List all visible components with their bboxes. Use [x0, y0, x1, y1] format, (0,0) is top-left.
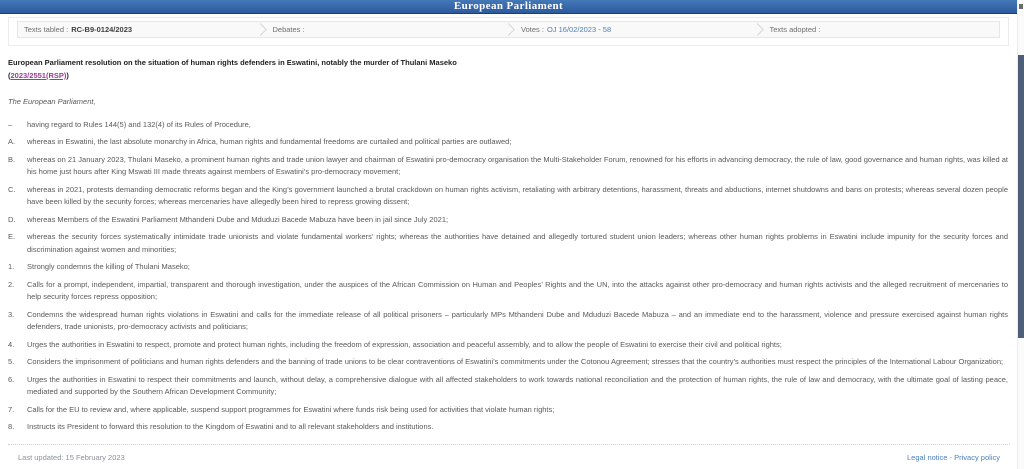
- procedure-reference-link[interactable]: 2023/2551(RSP): [10, 71, 67, 80]
- last-updated: Last updated: 15 February 2023: [18, 453, 125, 462]
- paragraph-text: Calls for a prompt, independent, impartial, transparent and thorough investigation, under the auspices of the African Commission on Human and Peoples’ Rights and the UN, into the attacks against other pro-democracy and human rights activists and the alleged recruitment of mercenaries to help security forces repress opposition;: [27, 279, 1008, 301]
- paragraph-marker: D.: [8, 214, 16, 224]
- resolution-paragraph: [8, 339, 1008, 352]
- scrollbar[interactable]: [1017, 0, 1024, 469]
- resolution-paragraph: [8, 309, 1008, 334]
- document-title-text: European Parliament resolution on the situation of human rights defenders in Eswatini, notably the murder of Thulani Maseko: [8, 58, 457, 67]
- paragraph-text: having regard to Rules 144(5) and 132(4) of its Rules of Procedure,: [27, 119, 251, 129]
- paragraph-text: Instructs its President to forward this resolution to the Kingdom of Eswatini and to all relevant stakeholders and institutions.: [27, 422, 434, 431]
- votes-minutes-link[interactable]: OJ 16/02/2023 - 58: [546, 25, 612, 34]
- privacy-policy-link[interactable]: Privacy policy: [954, 453, 1000, 462]
- top-banner: [0, 0, 1017, 14]
- paragraph-text: whereas Members of the Eswatini Parliament Mthandeni Dube and Mduduzi Bacede Mabuza have been in jail since July 2021;: [27, 214, 449, 224]
- resolution-paragraph: [8, 404, 1008, 417]
- scrollbar-up-arrow-icon[interactable]: [1019, 4, 1023, 9]
- paragraph-text: Considers the imprisonment of politicians and human rights defenders and the banning of trade unions to be clear contraventions of Eswatini’s commitments under the Cotonou Agreement; stresses that the country’s authorities must respect the principles of the International Labour Organization;: [27, 357, 1004, 366]
- procedure-step-label: Texts adopted :: [769, 25, 821, 34]
- paragraph-text: Urges the authorities in Eswatini to respect their commitments and launch, without delay, a comprehensive dialogue with all affected stakeholders to work towards national reconciliation and the protection of human rights, the rule of law and democracy, with the ultimate goal of lasting peace, mediated and supported by the Southern African Development Community;: [27, 374, 1008, 396]
- paragraph-text: whereas the security forces systematically intimidate trade unionists and violate fundamental workers’ rights; whereas the authorities have detained and allegedly tortured student union leaders; whereas other human rights problems in Eswatini include impunity for the security forces and discrimination against women and minorities;: [27, 232, 1008, 254]
- paragraph-marker: 2.: [8, 279, 15, 289]
- paragraph-marker: 1.: [8, 262, 15, 271]
- procedure-step-texts-adopted: [758, 22, 1000, 37]
- paragraph-marker: 3.: [8, 309, 15, 319]
- scrollbar-thumb[interactable]: [1018, 55, 1024, 338]
- legal-notice-link[interactable]: Legal notice: [907, 453, 948, 462]
- page-footer: [8, 444, 1010, 462]
- procedure-step-debates: [261, 22, 503, 37]
- paragraph-marker: –: [8, 119, 13, 129]
- paragraph-text: whereas in Eswatini, the last absolute monarchy in Africa, human rights and fundamental freedoms are curtailed and political parties are outlawed;: [27, 137, 512, 146]
- procedure-box: [8, 17, 1009, 46]
- procedure-step-label: Votes :: [521, 25, 544, 34]
- resolution-paragraph: [8, 374, 1008, 399]
- paragraph-marker: C.: [8, 184, 16, 194]
- paragraph-text: Condemns the widespread human rights violations in Eswatini and calls for the immediate release of all political prisoners – particularly MPs Mthandeni Dube and Mduduzi Bacede Mabuza – and an immediate end to the harassment, violence and pressure exercised against human rights defenders, trade unionists, pro-democracy activists and politicians;: [27, 309, 1008, 331]
- resolution-paragraph: [8, 154, 1008, 179]
- paragraph-marker: 7.: [8, 404, 15, 414]
- footer-links: [907, 453, 1000, 462]
- procedure-step-label: Texts tabled :: [24, 25, 69, 34]
- resolution-paragraph: [8, 136, 1008, 149]
- paragraph-marker: 4.: [8, 339, 15, 349]
- reference-paren-open: (: [8, 71, 11, 80]
- resolution-paragraph: [8, 119, 1008, 132]
- paragraph-marker: A.: [8, 137, 16, 146]
- paragraph-text: whereas in 2021, protests demanding democratic reforms began and the King’s government launched a brutal crackdown on human rights activism, retaliating with arbitrary detentions, harassment, threats and abductions, internet shutdowns and bans on protests; whereas several dozen people have been killed by the security forces; whereas mercenaries have allegedly been hired to repress growing dissent;: [27, 184, 1008, 206]
- resolution-paragraph: [8, 356, 1008, 369]
- resolution-paragraph: [8, 184, 1008, 209]
- resolution-paragraph-list: [8, 119, 1008, 434]
- paragraph-text: Urges the authorities in Eswatini to respect, promote and protect human rights, including the freedom of expression, association and peaceful assembly, and to allow the people of Eswatini to exercise their civil and political rights;: [27, 339, 782, 349]
- document-body: [0, 46, 1017, 434]
- resolution-paragraph: [8, 421, 1008, 434]
- resolution-paragraph: [8, 231, 1008, 256]
- procedure-step-label: Debates :: [272, 25, 305, 34]
- paragraph-text: Strongly condemns the killing of Thulani Maseko;: [27, 262, 190, 271]
- paragraph-marker: B.: [8, 154, 16, 164]
- footer-link-separator: -: [947, 453, 955, 462]
- paragraph-marker: E.: [8, 232, 16, 241]
- paragraph-text: Calls for the EU to review and, where applicable, suspend support programmes for Eswatini where funds risk being used for activities that violate human rights;: [27, 404, 555, 414]
- resolution-paragraph: [8, 279, 1008, 304]
- procedure-breadcrumb: [17, 21, 1000, 38]
- document-title: [8, 56, 1008, 82]
- resolution-paragraph: [8, 261, 1008, 274]
- resolution-paragraph: [8, 214, 1008, 227]
- site-title: European Parliament: [453, 0, 564, 12]
- paragraph-marker: 5.: [8, 357, 15, 366]
- paragraph-marker: 6.: [8, 374, 15, 384]
- procedure-step-votes: [509, 22, 751, 37]
- document-intro: The European Parliament,: [8, 97, 96, 106]
- procedure-step-value: RC-B9-0124/2023: [71, 25, 133, 34]
- paragraph-marker: 8.: [8, 422, 15, 431]
- paragraph-text: whereas on 21 January 2023, Thulani Maseko, a prominent human rights and trade union lawyer and chairman of Eswatini pro-democracy organisation the Multi-Stakeholder Forum, renowned for his efforts in advancing democracy, the rule of law, good governance and human rights, was killed at his home just hours after King Mswati III made threats against members of Eswatini’s pro-democracy movement;: [27, 154, 1008, 176]
- procedure-step-texts-tabled: [18, 22, 254, 37]
- reference-paren-close: ): [66, 71, 69, 80]
